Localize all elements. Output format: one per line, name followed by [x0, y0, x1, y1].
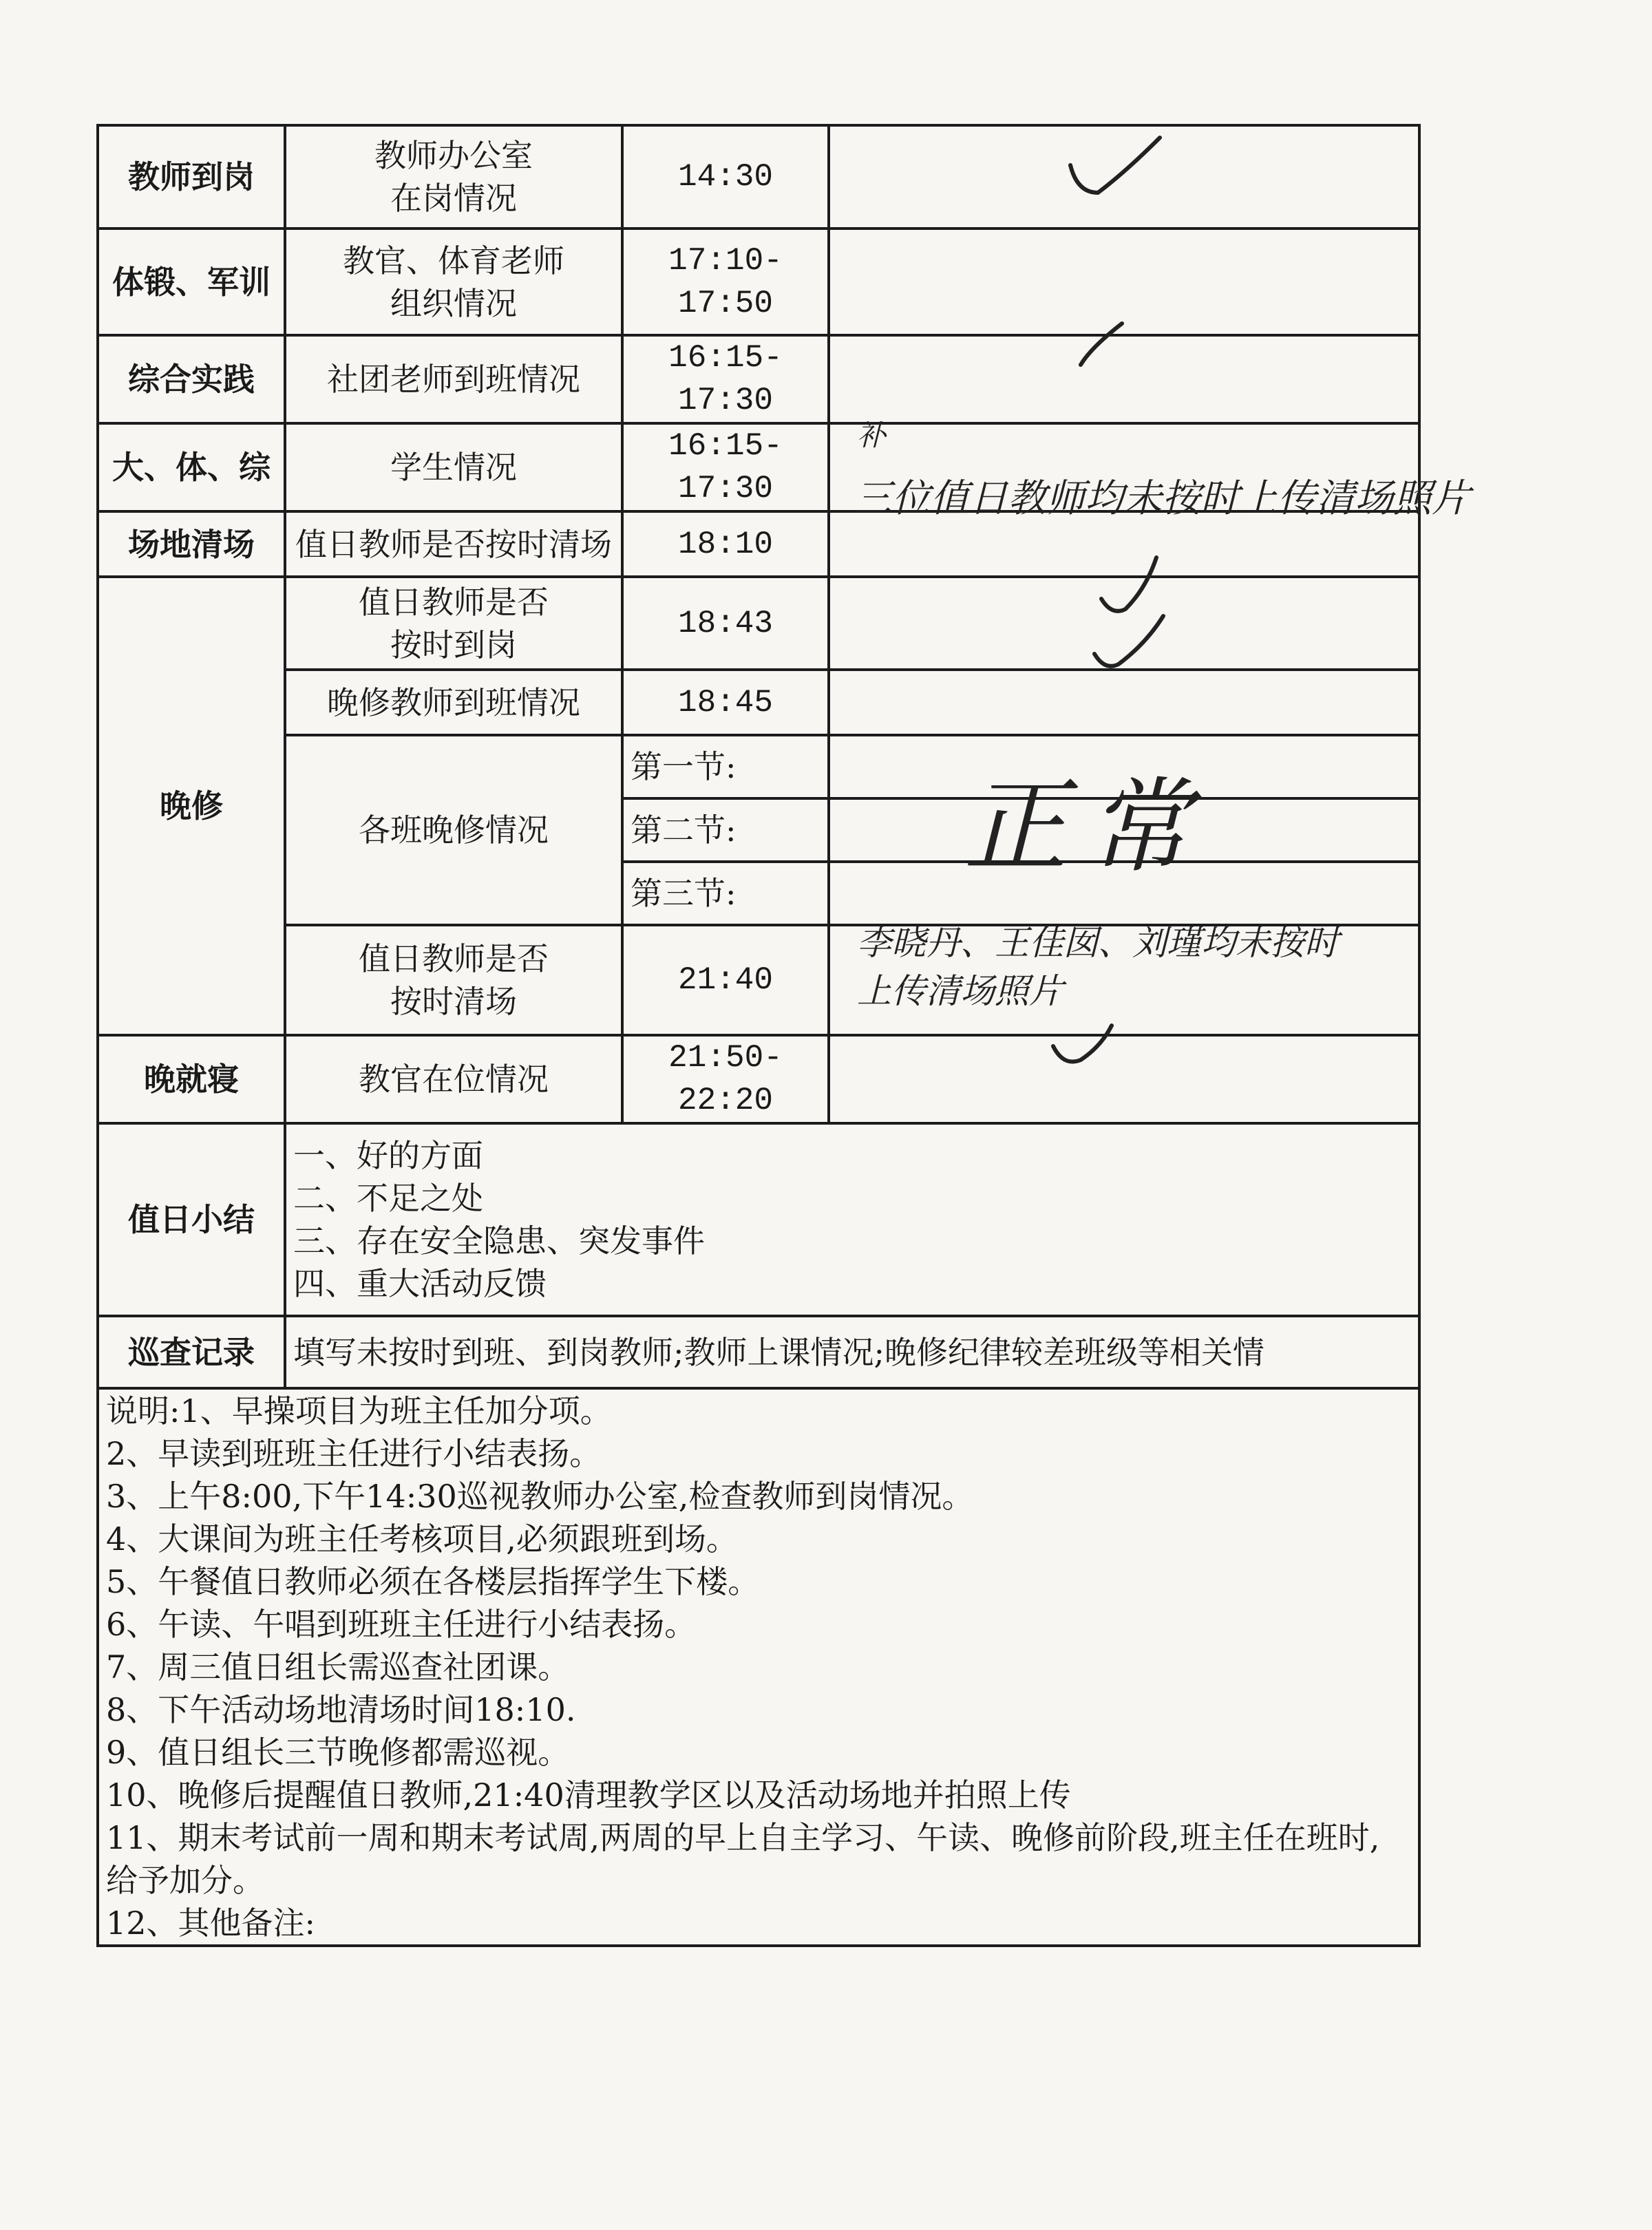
item-cell: 学生情况 — [285, 423, 622, 511]
result-cell — [829, 577, 1419, 670]
time-cell: 17:10-17:50 — [622, 229, 829, 335]
table-row — [98, 335, 1419, 423]
item-line: 教官、体育老师 — [343, 242, 564, 279]
result-cell — [829, 229, 1419, 335]
time-cell: 21:40 — [622, 925, 829, 1035]
category-cell: 大、体、综 — [98, 423, 285, 511]
item-cell: 晚修教师到班情况 — [285, 670, 622, 735]
category-cell: 巡查记录 — [98, 1316, 285, 1388]
summary-line: 三、存在安全隐患、突发事件 — [293, 1222, 705, 1260]
table-row — [98, 1123, 1419, 1316]
table-row — [98, 670, 1419, 735]
handwritten-note: 李晓丹、王佳囡、刘瑾均未按时 — [857, 923, 1339, 963]
notes-cell — [98, 1388, 1419, 1946]
summary-line: 一、好的方面 — [293, 1137, 483, 1174]
table-row — [98, 1316, 1419, 1388]
category-cell-evening: 晚修 — [98, 577, 285, 1035]
result-cell — [829, 1035, 1419, 1123]
handwritten-note: 正常 — [964, 767, 1212, 887]
duty-table — [96, 124, 1421, 1947]
note-line: 8、下午活动场地清场时间18:10. — [106, 1691, 576, 1728]
category-cell: 体锻、军训 — [98, 229, 285, 335]
item-cell: 值日教师是否按时清场 — [285, 511, 622, 577]
note-line: 10、晚修后提醒值日教师,21:40清理教学区以及活动场地并拍照上传 — [106, 1776, 1071, 1814]
period-label: 第一节: — [622, 735, 829, 798]
time-cell: 18:45 — [622, 670, 829, 735]
period-label: 第三节: — [622, 862, 829, 925]
item-cell — [285, 577, 622, 670]
item-cell — [285, 925, 622, 1035]
category-cell: 教师到岗 — [98, 125, 285, 229]
inspection-cell — [285, 1316, 1419, 1388]
time-cell: 16:15-17:30 — [622, 423, 829, 511]
result-cell — [829, 335, 1419, 423]
time-cell: 21:50-22:20 — [622, 1035, 829, 1123]
table-row — [98, 1035, 1419, 1123]
table-row — [98, 1388, 1419, 1946]
item-cell: 教官在位情况 — [285, 1035, 622, 1123]
item-line: 按时清场 — [390, 983, 517, 1020]
handwritten-note: 上传清场照片 — [857, 971, 1063, 1011]
table-row — [98, 125, 1419, 229]
item-cell: 社团老师到班情况 — [285, 335, 622, 423]
item-cell — [285, 125, 622, 229]
item-line: 按时到岗 — [390, 626, 517, 663]
item-line: 在岗情况 — [390, 180, 517, 217]
table-row — [98, 229, 1419, 335]
item-line: 教师办公室 — [374, 137, 533, 174]
result-cell — [829, 125, 1419, 229]
inspection-text: 填写未按时到班、到岗教师;教师上课情况;晚修纪律较差班级等相关情 — [293, 1333, 1264, 1371]
table-row — [98, 735, 1419, 798]
item-line: 组织情况 — [390, 284, 517, 322]
note-line: 7、周三值日组长需巡查社团课。 — [106, 1648, 570, 1686]
note-line: 2、早读到班班主任进行小结表扬。 — [106, 1435, 602, 1472]
note-line: 3、上午8:00,下午14:30巡视教师办公室,检查教师到岗情况。 — [106, 1478, 974, 1515]
note-line: 11、期末考试前一周和期末考试周,两周的早上自主学习、午读、晚修前阶段,班主任在班时,给予加分。 — [106, 1819, 1380, 1899]
category-cell: 晚就寝 — [98, 1035, 285, 1123]
category-cell: 值日小结 — [98, 1123, 285, 1316]
handwritten-note: 三位值日教师均未按时上传清场照片 — [854, 476, 1470, 521]
item-cell: 各班晚修情况 — [285, 735, 622, 925]
time-cell: 14:30 — [622, 125, 829, 229]
time-cell: 18:10 — [622, 511, 829, 577]
note-line: 12、其他备注: — [106, 1904, 316, 1942]
item-cell — [285, 229, 622, 335]
summary-cell — [285, 1123, 1419, 1316]
note-line: 4、大课间为班主任考核项目,必须跟班到场。 — [106, 1520, 738, 1558]
note-line: 6、午读、午唱到班班主任进行小结表扬。 — [106, 1606, 697, 1643]
summary-line: 二、不足之处 — [293, 1180, 483, 1217]
result-cell — [829, 670, 1419, 735]
item-line: 值日教师是否 — [359, 940, 549, 977]
handwritten-note: 补 — [857, 418, 887, 452]
item-line: 值日教师是否 — [359, 583, 549, 621]
period-label: 第二节: — [622, 798, 829, 862]
time-cell: 18:43 — [622, 577, 829, 670]
category-cell: 综合实践 — [98, 335, 285, 423]
note-line: 说明:1、早操项目为班主任加分项。 — [106, 1392, 612, 1430]
note-line: 9、值日组长三节晚修都需巡视。 — [106, 1734, 570, 1771]
category-cell: 场地清场 — [98, 511, 285, 577]
note-line: 5、午餐值日教师必须在各楼层指挥学生下楼。 — [106, 1563, 760, 1600]
time-cell: 16:15-17:30 — [622, 335, 829, 423]
summary-line: 四、重大活动反馈 — [293, 1265, 547, 1302]
table-row — [98, 577, 1419, 670]
